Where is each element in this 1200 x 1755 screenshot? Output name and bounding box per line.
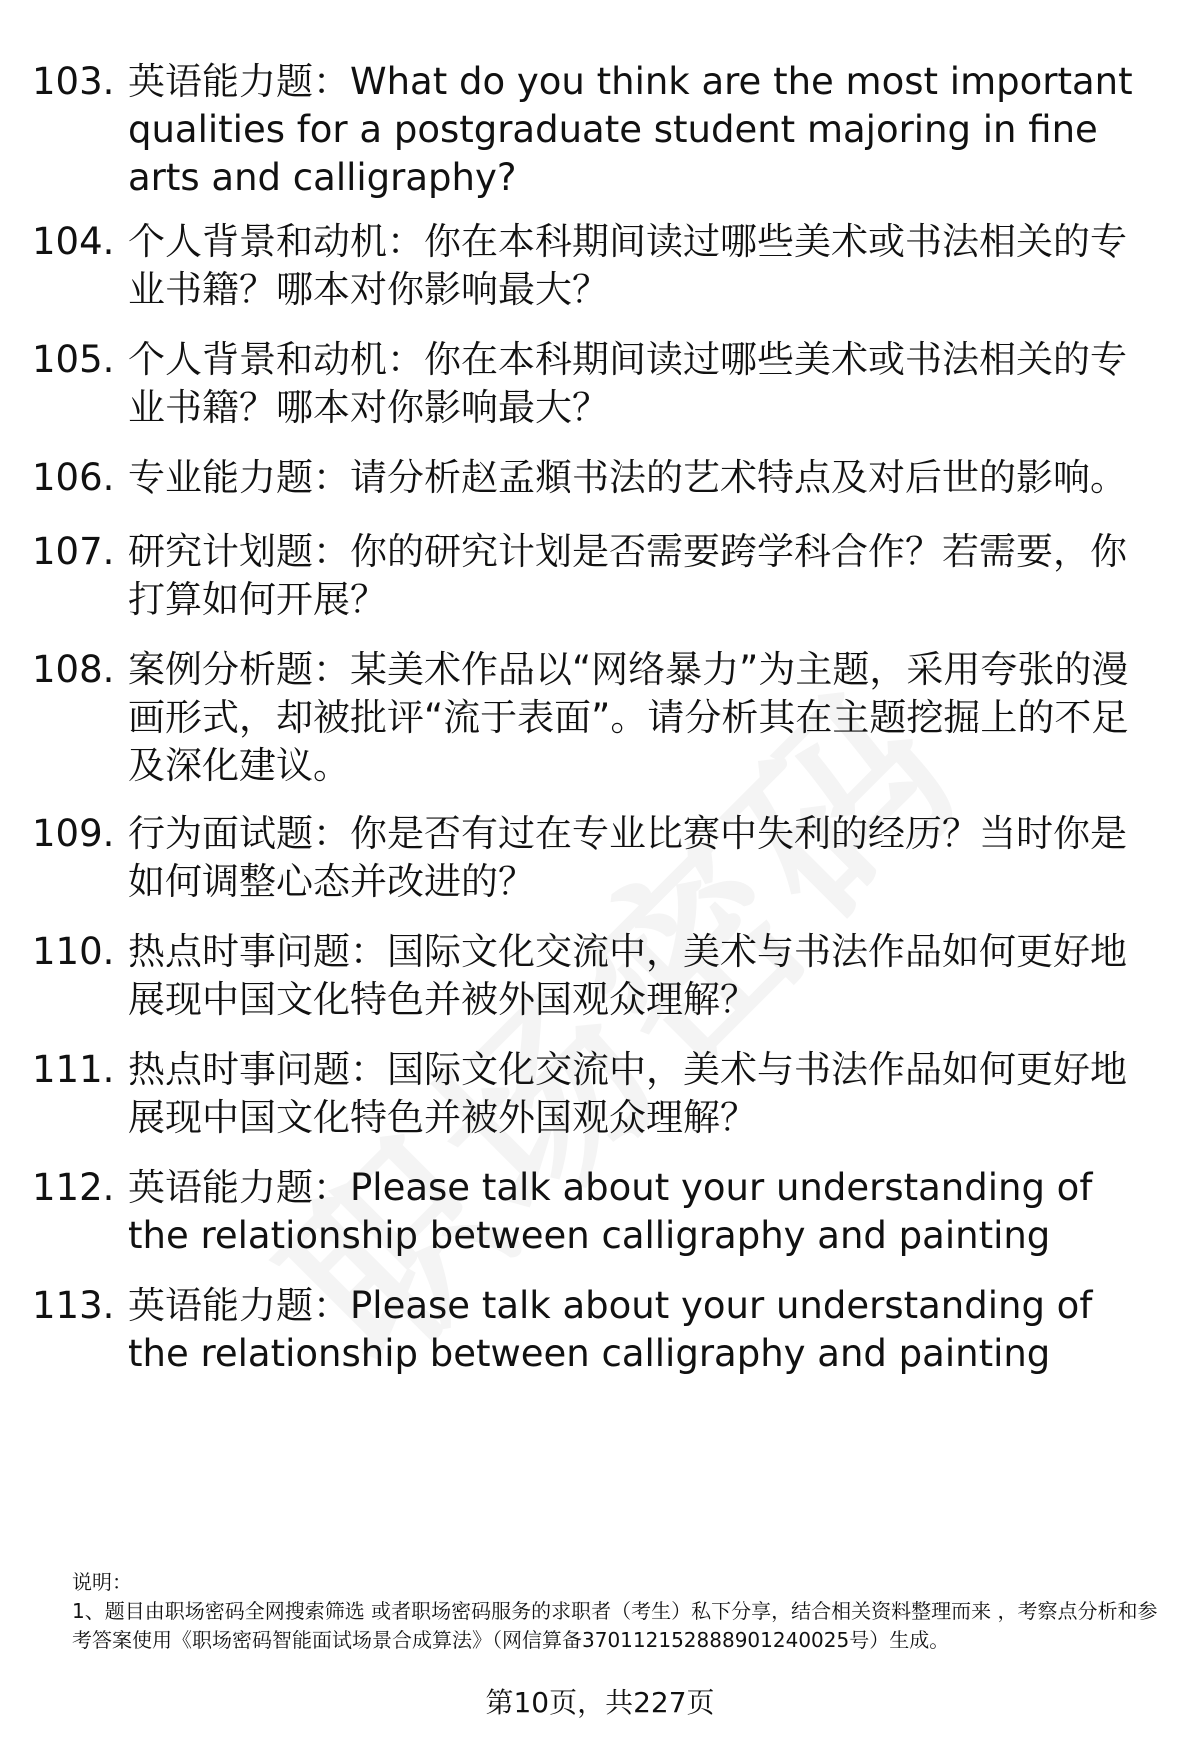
question-item [32, 58, 1162, 202]
question-item [32, 1046, 1162, 1142]
question-item [32, 528, 1162, 624]
question-item [32, 218, 1162, 314]
question-item [32, 810, 1162, 906]
question-number: 110. [32, 930, 115, 973]
question-text: 行为面试题：你是否有过在专业比赛中失利的经历？当时你是如何调整心态并改进的？ [128, 812, 1127, 903]
question-text: 英语能力题：What do you think are the most important qualities for a postgraduate student majoring in fine arts and calligraphy? [128, 60, 1133, 199]
question-text: 研究计划题：你的研究计划是否需要跨学科合作？若需要，你打算如何开展？ [128, 530, 1127, 621]
question-text: 热点时事问题：国际文化交流中，美术与书法作品如何更好地展现中国文化特色并被外国观众理解？ [128, 1048, 1127, 1139]
question-number: 103. [32, 60, 115, 103]
question-number: 111. [32, 1048, 115, 1091]
question-number: 104. [32, 220, 115, 263]
question-item [32, 928, 1162, 1024]
question-number: 109. [32, 812, 115, 855]
question-number: 107. [32, 530, 115, 573]
question-number: 112. [32, 1166, 115, 1209]
question-text: 专业能力题：请分析赵孟頫书法的艺术特点及对后世的影响。 [128, 456, 1127, 499]
note-text: 1、题目由职场密码全网搜索筛选 或者职场密码服务的求职者（考生）私下分享，结合相关资料整理而来 ，考察点分析和参考答案使用《职场密码智能面试场景合成算法》（网信算备370112152888901240025号）生成。 [72, 1599, 1158, 1652]
question-text: 英语能力题：Please talk about your understanding of the relationship between calligraphy and painting [128, 1284, 1093, 1375]
note-section [72, 1568, 1162, 1655]
question-number: 113. [32, 1284, 115, 1327]
question-number: 105. [32, 338, 115, 381]
question-item [32, 336, 1162, 432]
question-text: 英语能力题：Please talk about your understanding of the relationship between calligraphy and painting [128, 1166, 1093, 1257]
question-item [32, 646, 1162, 790]
question-item [32, 1164, 1162, 1260]
page-indicator: 第10页，共227页 [485, 1686, 715, 1719]
question-text: 案例分析题：某美术作品以“网络暴力”为主题，采用夸张的漫画形式，却被批评“流于表面”。请分析其在主题挖掘上的不足及深化建议。 [128, 648, 1129, 787]
question-text: 热点时事问题：国际文化交流中，美术与书法作品如何更好地展现中国文化特色并被外国观众理解？ [128, 930, 1127, 1021]
question-text: 个人背景和动机：你在本科期间读过哪些美术或书法相关的专业书籍？哪本对你影响最大？ [128, 338, 1127, 429]
note-heading: 说明： [72, 1570, 132, 1594]
question-item [32, 454, 1162, 502]
question-number: 106. [32, 456, 115, 499]
question-number: 108. [32, 648, 115, 691]
question-text: 个人背景和动机：你在本科期间读过哪些美术或书法相关的专业书籍？哪本对你影响最大？ [128, 220, 1127, 311]
question-item [32, 1282, 1162, 1378]
